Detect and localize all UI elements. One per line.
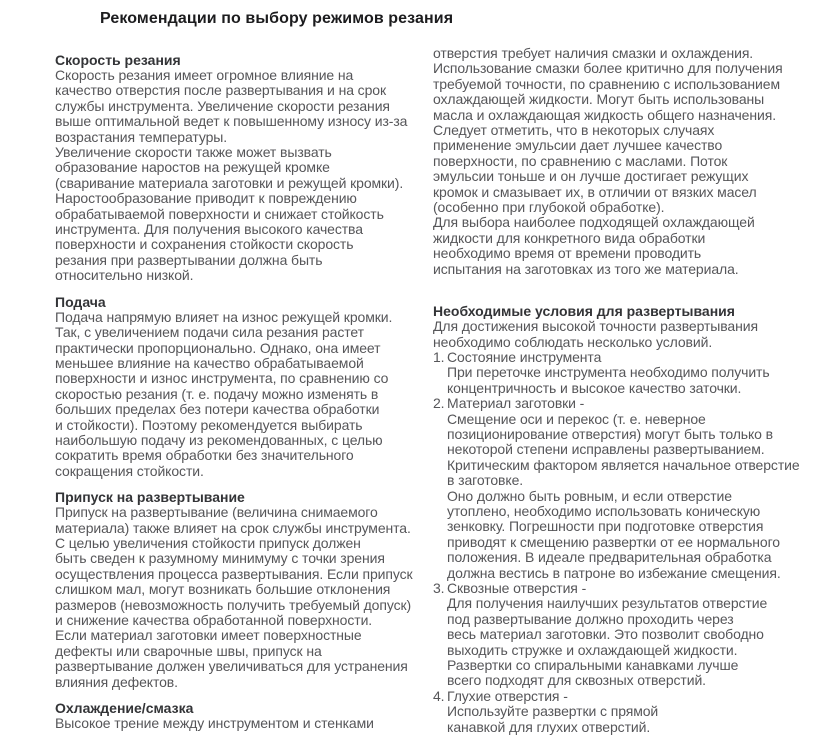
numbered-item [433,350,811,396]
item-number: 3. [433,580,445,596]
text-line: и снижение качества обработанной поверхности. [55,612,373,628]
text-line: Следует отметить, что в некоторых случаях [433,122,715,139]
text-line: возрастания температуры. [55,128,228,145]
text-line: Глухие отверстия - [447,687,568,704]
section-body [55,716,430,731]
text-line: весь материал заготовки. Это позволит свободно [447,626,764,643]
text-line: утоплено, необходимо использовать коническую [447,502,761,519]
text-line: (сваривание материала заготовки и режущей кромки). [55,174,404,191]
text-section [55,52,430,284]
text-line: необходимо время от времени проводить [433,245,702,262]
text-line: осуществления процесса развертывания. Если припуск [55,565,413,582]
left-column [55,42,430,731]
item-body [447,581,767,689]
continuation-paragraph [433,46,811,277]
text-line: качество отверстия после развертывания и на срок [55,82,386,99]
item-number: 1. [433,348,445,365]
page-title: Рекомендации по выбору режимов резания [100,10,454,27]
text-line: Подача напрямую влияет на износ режущей кромки. [55,308,393,325]
conditions-list [433,350,811,735]
text-line: эмульсии тоньше и он лучше достигает режущих [433,168,749,185]
text-line: Критическим фактором является начальное отверстие [447,456,800,473]
section-body [55,505,430,690]
text-line: приводят к смещению развертки от ее нормального [447,533,780,550]
text-line: некоторой степени исправлены развертыванием. [447,441,765,458]
numbered-item [433,581,811,689]
text-line: образование наростов на режущей кромке [55,159,330,176]
text-line: (особенно при глубокой обработке). [433,199,665,216]
text-line: больших пределах без потери качества обработки [55,401,380,418]
text-line: испытания на заготовках из того же материала. [433,260,739,277]
text-line: развертывание должен увеличиваться для устранения [55,658,408,675]
text-line: канавкой для глухих отверстий. [447,718,651,735]
text-line: необходимо соблюдать несколько условий. [433,333,713,350]
text-line: Так, с увеличением подачи сила резания растет [55,324,364,341]
text-line: Наростообразование приводит к повреждению [55,190,357,207]
item-body [447,350,770,396]
text-line: Развертки со спиральными канавками лучше [447,657,739,674]
text-line: С целью увеличения стойкости припуск должен [55,534,361,551]
section-body [55,310,430,479]
text-line: охлаждающей жидкости. Могут быть использованы [433,91,765,108]
text-line: быть сведен к разумному минимуму с точки зрения [55,550,385,567]
section-heading: Подача [55,293,106,310]
text-line: положения. В идеале предварительная обработка [447,549,772,566]
text-line: выходить стружке и охлаждающей жидкости. [447,641,738,658]
text-line: меньшее влияние на качество обрабатываемой [55,354,364,371]
text-line: Для получения наилучших результатов отверстие [447,595,768,612]
text-line: скоростью резания (т. е. подачу можно изменять в [55,385,379,402]
text-line: Сквозные отверстия - [447,580,587,596]
text-line: выше оптимальной ведет к повышенному износу из-за [55,113,408,130]
text-line: дефекты или сварочные швы, припуск на [55,642,322,659]
text-line: обрабатываемой поверхности и снижает стойкость [55,205,384,222]
section-heading: Скорость резания [55,52,181,68]
text-line: службы инструмента. Увеличение скорости резания [55,97,390,114]
item-number: 2. [433,395,445,412]
text-line: поверхности и сохранения стойкости скорость [55,236,354,253]
text-line: Припуск на развертывание (величина снимаемого [55,504,378,521]
text-line: применение эмульсии дает лучшее качество [433,137,723,154]
text-line: относительно низкой. [55,267,194,284]
text-line: Для достижения высокой точности развертывания [433,318,758,335]
item-body [447,689,658,735]
text-line: практически пропорционально. Однако, она имеет [55,339,381,356]
text-line: Материал заготовки - [447,395,585,412]
text-line: размеров (невозможность получить требуемый допуск) [55,596,412,613]
text-line: Увеличение скорости также может вызвать [55,144,332,161]
section-heading: Необходимые условия для развертывания [433,303,735,320]
text-line: сократить время обработки без значительного [55,447,354,464]
text-line: Для выбора наиболее подходящей охлаждающей [433,214,755,231]
text-line: требуемой точности, по сравнению с использованием [433,75,780,92]
text-line: Скорость резания имеет огромное влияние на [55,67,354,83]
section-heading: Охлаждение/смазка [55,700,194,717]
text-line: Состояние инструмента [447,348,602,365]
text-line: поверхности и износ инструмента, по сравнению со [55,370,389,387]
text-section [55,294,430,479]
text-line: жидкости для конкретного вида обработки [433,229,706,246]
text-line: масла и охлаждающая жидкость общего назначения. [433,106,776,123]
text-line: влияния дефектов. [55,673,178,690]
item-number: 4. [433,687,445,704]
text-line: материала) также влияет на срок службы инструмента. [55,519,411,536]
conditions-section [433,303,811,735]
text-line: концентричность и высокое качество заточки. [447,379,742,396]
text-line: слишком мал, могут возникать большие отклонения [55,581,391,598]
text-line: Использование смазки более критично для получения [433,60,783,77]
text-line: Используйте развертки с прямой [447,703,659,720]
section-heading: Припуск на развертывание [55,489,245,506]
text-line: поверхности, по сравнению с маслами. Поток [433,152,728,169]
numbered-item [433,396,811,581]
text-line: под развертывание должно проходить через [447,610,734,627]
text-line: всего подходят для сквозных отверстий. [447,672,706,689]
text-line: Оно должно быть ровным, и если отверстие [447,487,732,504]
text-line: и стойкости). Поэтому рекомендуется выбирать [55,416,363,433]
text-line: отверстия требует наличия смазки и охлаждения. [433,45,754,61]
text-line: Смещение оси и перекос (т. е. неверное [447,410,706,427]
item-body [447,396,800,581]
text-line: инструмента. Для получения высокого качества [55,221,363,238]
text-line: Высокое трение между инструментом и стенками [55,715,374,732]
right-column [433,46,811,735]
section-intro [433,319,811,350]
text-section [55,700,430,731]
text-line: Если материал заготовки имеет поверхностные [55,627,362,644]
text-line: При переточке инструмента необходимо получить [447,364,770,381]
text-line: в заготовке. [447,472,524,489]
text-line: наибольшую подачу из рекомендованных, с целью [55,431,383,448]
numbered-item [433,689,811,735]
section-body [55,68,430,284]
text-line: сокращения стойкости. [55,462,204,479]
text-line: зенковку. Погрешности при подготовке отверстия [447,518,764,535]
text-line: кромок и смазывает их, в отличии от вязких масел [433,183,757,200]
text-line: должна вестись в патроне во избежание смещения. [447,564,781,581]
text-line: позиционирование отверстия) могут быть только в [447,425,773,442]
text-line: резания при развертывании должна быть [55,251,323,268]
text-section [55,489,430,690]
